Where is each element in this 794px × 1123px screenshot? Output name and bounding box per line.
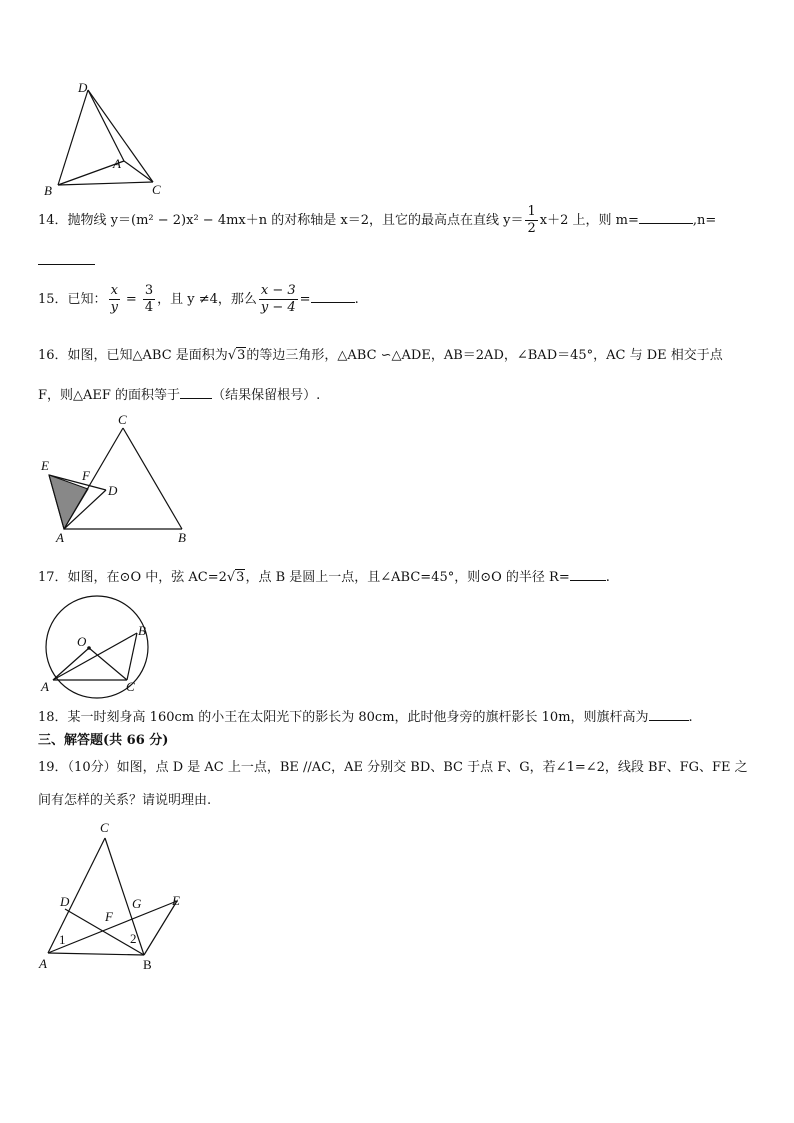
fraction-numerator: x (109, 283, 120, 300)
question-17 (38, 566, 610, 587)
question-number: 18． (38, 710, 68, 725)
square-root: √3 (226, 570, 245, 585)
label-B: B (178, 530, 186, 545)
question-16-text-1: 如图，已知△ABC 是面积为 (67, 348, 228, 363)
question-14-text-3: ,n= (692, 213, 717, 228)
label-A: A (41, 679, 49, 694)
question-16-text-2: 的等边三角形，△ABC ∽△ADE，AB＝2AD，∠BAD＝45°，AC 与 DE 相交于点 (246, 348, 723, 363)
question-18-text: 某一时刻身高 160cm 的小王在太阳光下的影长为 80cm，此时他身旁的旗杆影长 10m，则旗杆高为 (67, 710, 649, 725)
label-angle-1: 1 (59, 932, 66, 947)
figure-17 (34, 600, 159, 700)
question-number: 14． (38, 213, 68, 228)
answer-blank-18[interactable] (649, 706, 689, 721)
question-16-text-4: （结果保留根号）. (212, 388, 321, 403)
label-C: C (118, 412, 127, 427)
period: . (605, 570, 610, 585)
square-root: √3 (227, 348, 246, 363)
label-C: C (126, 679, 135, 694)
label-C: C (100, 820, 109, 835)
label-angle-2: 2 (130, 931, 137, 946)
equals-sign: = (125, 292, 137, 307)
question-19-text-1: （10分）如图，点 D 是 AC 上一点，BE //AC，AE 分别交 BD、BC 于点 F、G，若∠1=∠2，线段 BF、FG、FE 之 (67, 760, 748, 775)
question-14 (38, 204, 716, 237)
question-17-text-2: ，点 B 是圆上一点，且∠ABC=45°，则⊙O 的半径 R= (245, 570, 570, 585)
answer-blank-16[interactable] (180, 384, 212, 399)
period: . (354, 292, 359, 307)
fraction-denominator: 4 (144, 300, 154, 315)
question-15-text-2: ，且 y ≠4，那么 (157, 292, 257, 307)
fraction-three-quarters (143, 283, 155, 316)
label-B: B (138, 623, 146, 638)
question-16 (38, 347, 723, 365)
label-G: G (132, 896, 142, 911)
figure-19 (34, 820, 194, 975)
figure-17-drawing (34, 600, 159, 700)
question-19 (38, 759, 748, 777)
label-B: B (44, 183, 52, 198)
label-D: D (60, 894, 70, 909)
figure-16 (36, 412, 206, 547)
label-B: B (143, 957, 152, 972)
label-F: F (105, 909, 113, 924)
equals-sign: = (299, 292, 311, 307)
question-number: 19． (38, 760, 68, 775)
label-A: A (113, 156, 121, 171)
question-15 (38, 283, 359, 316)
question-number: 16． (38, 348, 68, 363)
question-number: 17． (38, 570, 68, 585)
question-number: 15． (38, 292, 68, 307)
fraction-denominator: y − 4 (260, 300, 296, 315)
answer-blank-n[interactable] (38, 250, 95, 265)
label-O: O (77, 634, 87, 649)
label-A: A (56, 530, 64, 545)
period: . (688, 710, 693, 725)
figure-16-drawing (36, 412, 206, 547)
question-16-line-2 (38, 384, 320, 405)
label-E: E (172, 893, 180, 908)
label-C: C (152, 182, 161, 197)
question-15-text-1: 已知： (67, 292, 107, 307)
answer-blank-15[interactable] (311, 288, 355, 303)
section-heading: 三、解答题(共 66 分) (38, 733, 169, 748)
radicand: 3 (236, 570, 245, 585)
question-16-text-3: F，则△AEF 的面积等于 (38, 388, 181, 403)
radicand: 3 (237, 348, 246, 363)
answer-blank-17[interactable] (570, 566, 606, 581)
label-E: E (41, 458, 49, 473)
answer-blank-m[interactable] (639, 209, 693, 224)
label-D: D (108, 483, 118, 498)
fraction-numerator: 1 (527, 204, 536, 219)
question-14-text-1: 抛物线 y＝(m² − 2)x² − 4mx＋n 的对称轴是 x＝2，且它的最高点在直线 y＝ (67, 213, 524, 228)
figure-13 (30, 78, 180, 203)
question-19-line-2: 间有怎样的关系？请说明理由. (38, 793, 212, 808)
label-F: F (82, 468, 90, 483)
label-D: D (78, 80, 88, 95)
fraction-numerator: x − 3 (259, 283, 298, 300)
fraction-x-minus-3-over-y-minus-4 (259, 283, 298, 316)
fraction-denominator: y (110, 300, 118, 315)
fraction-denominator: 2 (527, 221, 536, 236)
question-17-text-1: 如图，在⊙O 中，弦 AC=2 (67, 570, 227, 585)
label-A: A (39, 956, 47, 971)
fraction-x-over-y (109, 283, 120, 316)
figure-19-drawing (34, 820, 194, 975)
question-14-text-2: x＋2 上，则 m= (539, 213, 639, 228)
fraction-one-half (525, 204, 537, 237)
fraction-numerator: 3 (144, 283, 154, 298)
question-18 (38, 706, 693, 727)
